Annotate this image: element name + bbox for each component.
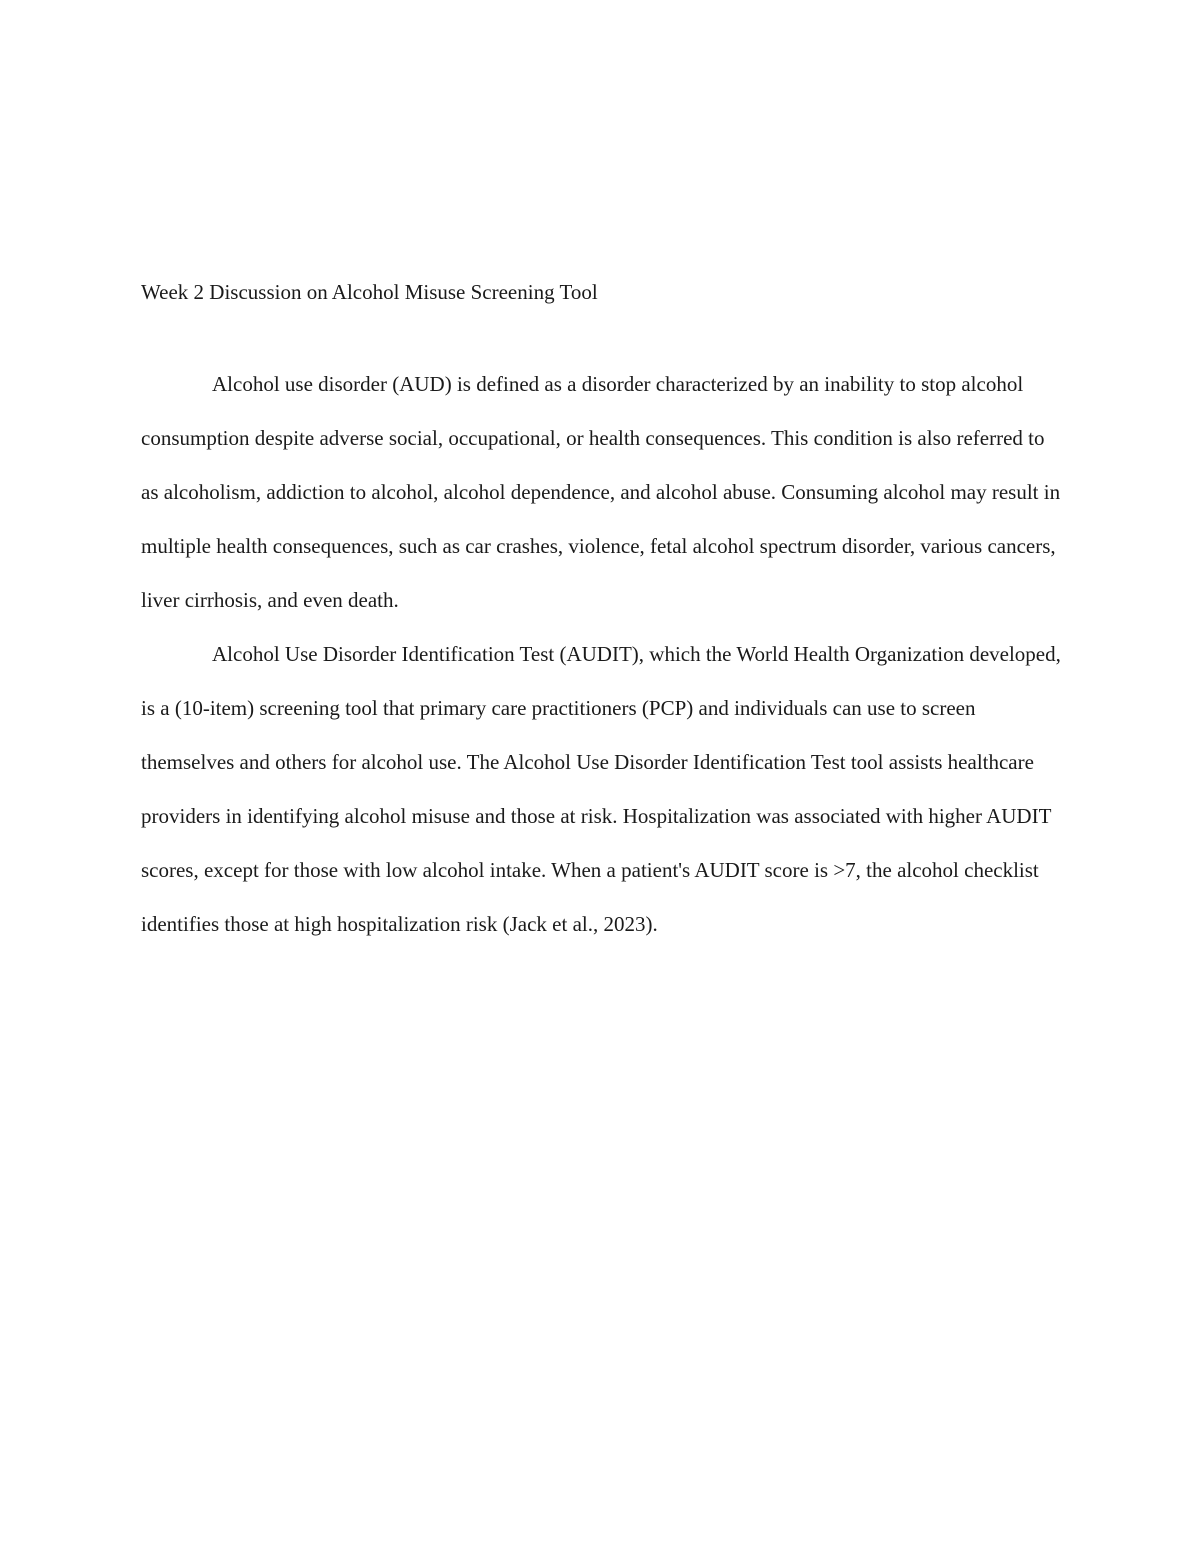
paragraph-aud-definition: Alcohol use disorder (AUD) is defined as a disorder characterized by an inability to stop alcohol consumption despite adverse social, occupational, or health consequences. This condition is also referred to as alcoholism, addiction to alcohol, alcohol dependence, and alcohol abuse. Consuming alcohol may result in multiple health consequences, such as car crashes, violence, fetal alcohol spectrum disorder, various cancers, liver cirrhosis, and even death.	[141, 372, 1061, 612]
paragraph-audit-tool: Alcohol Use Disorder Identification Test (AUDIT), which the World Health Organization developed, is a (10-item) screening tool that primary care practitioners (PCP) and individuals can use to screen themselves and others for alcohol use. The Alcohol Use Disorder Identification Test tool assists healthcare providers in identifying alcohol misuse and those at risk. Hospitalization was associated with higher AUDIT scores, except for those with low alcohol intake. When a patient's AUDIT score is >7, the alcohol checklist identifies those at high hospitalization risk (Jack et al., 2023).	[141, 642, 1061, 936]
document-body	[141, 357, 1061, 951]
document-title: Week 2 Discussion on Alcohol Misuse Screening Tool	[141, 280, 598, 304]
